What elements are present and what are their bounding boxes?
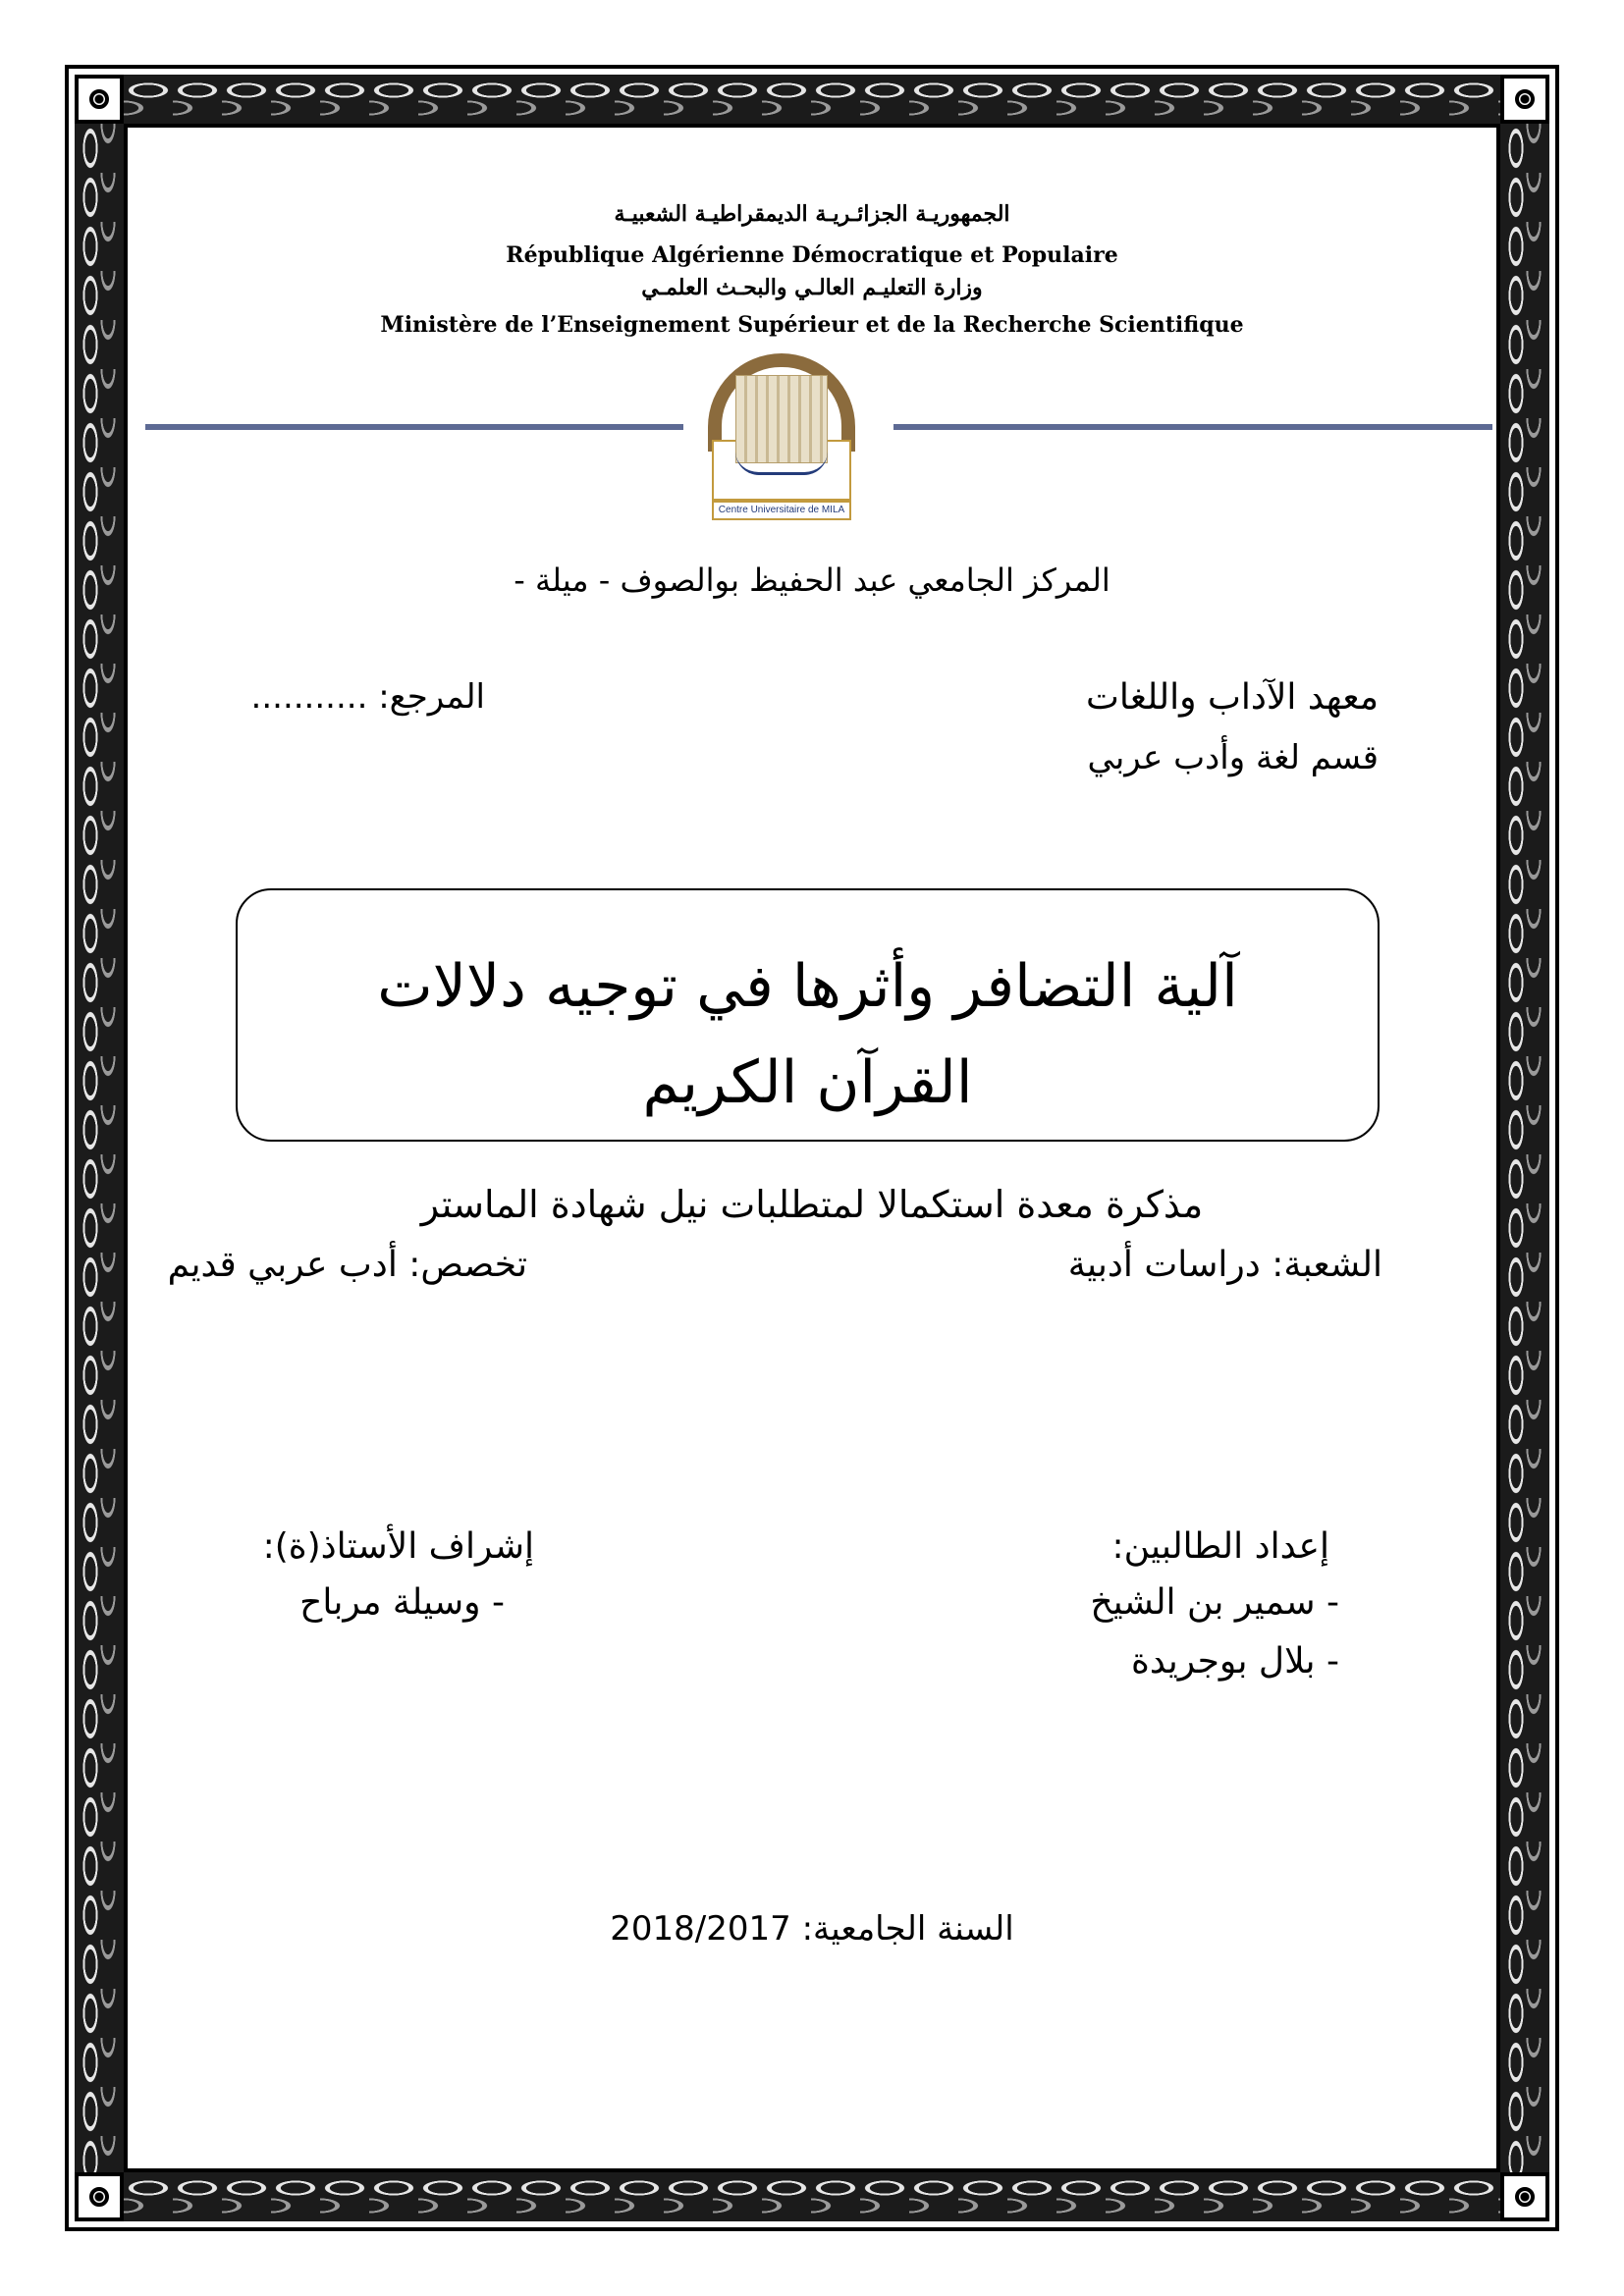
header-rule-left [145,424,683,430]
department-name: قسم لغة وأدب عربي [1087,738,1379,777]
republic-name-arabic: الجمهوريـة الجزائـريـة الديمقراطيـة الشعبيـة [614,201,1010,227]
border-pattern-top [75,75,1549,124]
specialty-field: تخصص: أدب عربي قديم [167,1245,527,1285]
reference-field: المرجع: ........... [250,677,485,717]
student-name: - بلال بوجريدة [1130,1641,1339,1682]
logo-book-icon [735,452,828,475]
border-pattern-left [75,75,124,2221]
supervisor-name: - وسيلة مرباح [299,1582,505,1623]
corner-ornament-icon [1500,75,1549,124]
university-building-logo-icon [698,353,865,525]
corner-ornament-icon [75,75,124,124]
supervisor-label: إشراف الأستاذ(ة): [262,1526,534,1567]
students-label: إعداد الطالبين: [1111,1526,1329,1567]
header-rule-right [893,424,1492,430]
thesis-title-line-1: آلية التضافر وأثرها في توجيه دلالات [377,952,1238,1021]
faculty-name: معهد الآداب واللغات [1086,677,1379,718]
logo-caption: Centre Universitaire de MILA [712,501,851,520]
republic-name-french: République Algérienne Démocratique et Populaire [506,242,1118,268]
border-pattern-right [1500,75,1549,2221]
academic-year: السنة الجامعية: 2018/2017 [610,1909,1014,1949]
branch-field: الشعبة: دراسات أدبية [1067,1245,1382,1285]
thesis-title-line-2: القرآن الكريم [642,1048,973,1117]
ministry-name-french: Ministère de l’Enseignement Supérieur et de la Recherche Scientifique [380,312,1244,338]
logo-building [735,375,828,463]
ministry-name-arabic: وزارة التعليـم العالـي والبحـث العلمـي [641,275,983,300]
corner-ornament-icon [1500,2172,1549,2221]
institution-name: المركز الجامعي عبد الحفيظ بوالصوف - ميلة - [514,561,1110,599]
corner-ornament-icon [75,2172,124,2221]
border-pattern-bottom [75,2172,1549,2221]
student-name: - سمير بن الشيخ [1090,1582,1339,1623]
thesis-subtitle: مذكرة معدة استكمالا لمتطلبات نيل شهادة الماستر [420,1183,1204,1226]
